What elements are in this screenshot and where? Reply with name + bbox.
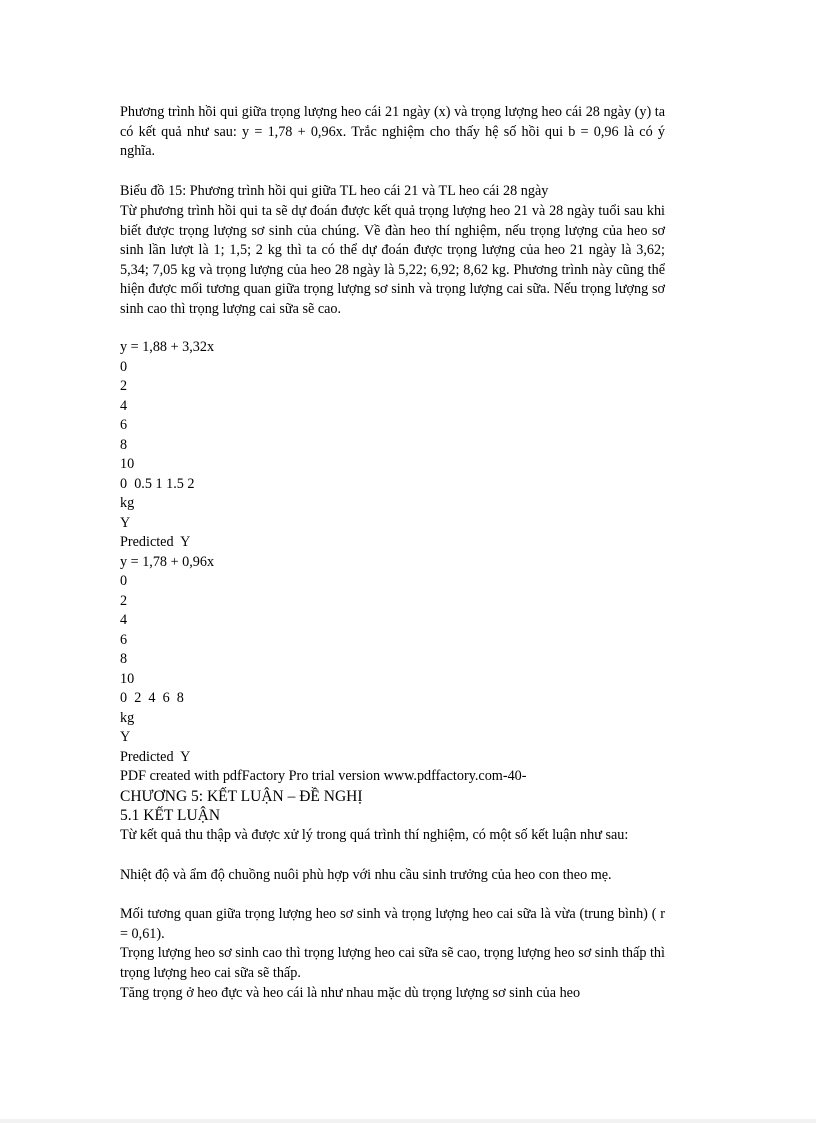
conclusion-item: Tăng trọng ở heo đực và heo cái là như nhau mặc dù trọng lượng sơ sinh của heo [120,985,581,1001]
chart1-y-tick: 8 [120,436,128,453]
chart2-y-tick: 10 [120,670,135,687]
chart2-y-tick: 8 [120,651,128,667]
chart1-x-ticks: 0 0.5 1 1.5 2 [120,475,195,492]
chart1-predicted-label: Predicted Y [120,534,191,550]
conclusion-item: Nhiệt độ và ẩm độ chuồng nuôi phù hợp với nhu cầu sinh trưởng của heo con theo mẹ. [120,867,612,883]
chart2-y-tick: 2 [120,592,128,609]
chart1-unit: kg [120,495,135,511]
chapter-heading: CHƯƠNG 5: KẾT LUẬN – ĐỀ NGHỊ [120,787,363,805]
chart-text-block [120,338,680,826]
page-bottom-edge [0,1119,816,1123]
footer-watermark: PDF created with pdfFactory Pro trial version www.pdffactory.com-40- [120,768,527,784]
chart2-predicted-label: Predicted Y [120,748,191,765]
chart2-equation: y = 1,78 + 0,96x [120,553,215,570]
chart1-y-tick: 4 [120,397,128,414]
chart2-x-ticks: 0 2 4 6 8 [120,690,184,706]
conclusion-item: Mối tương quan giữa trọng lượng heo sơ sinh và trọng lượng heo cai sữa là vừa (trung bình) ( r = 0,61). [120,906,665,942]
chart1-y-tick: 10 [120,456,135,472]
prediction-paragraph: Từ phương trình hồi qui ta sẽ dự đoán được kết quả trọng lượng heo 21 và 28 ngày tuổi sau khi biết được trọng lượng sơ sinh của chúng. Về đàn heo thí nghiệm, nếu trọng lượng của heo sơ sinh lần lượt là 1; 1,5; 2 kg thì ta có thể dự đoán được trọng lượng của heo 21 ngày là 3,62; 5,34; 7,05 kg và trọng lượng của heo 28 ngày là 5,22; 6,92; 8,62 kg. Phương trình này cũng thể hiện được mối tương quan giữa trọng lượng sơ sinh và trọng lượng cai sữa. Nếu trọng lượng sơ sinh cao thì trọng lượng cai sữa sẽ cao. [120,203,665,317]
conclusion-intro: Từ kết quả thu thập và được xử lý trong quá trình thí nghiệm, có một số kết luận như sau: [120,827,629,843]
section-heading: 5.1 KẾT LUẬN [120,807,221,824]
chart2-y-tick: 6 [120,631,128,648]
chart-caption-block [120,182,680,202]
conclusion-item: Trọng lượng heo sơ sinh cao thì trọng lượng heo cai sữa sẽ cao, trọng lượng heo sơ sinh thấp thì trọng lượng heo cai sữa sẽ thấp. [120,945,665,981]
chart2-series-label: Y [120,729,131,745]
chart1-y-tick: 2 [120,378,128,394]
chart2-y-tick: 0 [120,573,128,589]
chart1-y-tick: 6 [120,417,128,433]
chart2-unit: kg [120,709,135,726]
chart1-equation: y = 1,88 + 3,32x [120,339,215,355]
chart1-y-tick: 0 [120,358,128,375]
chart1-series-label: Y [120,514,131,531]
chart2-y-tick: 4 [120,612,128,628]
chart-caption: Biểu đồ 15: Phương trình hồi qui giữa TL heo cái 21 và TL heo cái 28 ngày [120,183,549,199]
intro-paragraph: Phương trình hồi qui giữa trọng lượng heo cái 21 ngày (x) và trọng lượng heo cái 28 ngày (y) ta có kết quả như sau: y = 1,78 + 0,96x. Trắc nghiệm cho thấy hệ số hồi qui b = 0,96 là có ý nghĩa. [120,104,665,159]
